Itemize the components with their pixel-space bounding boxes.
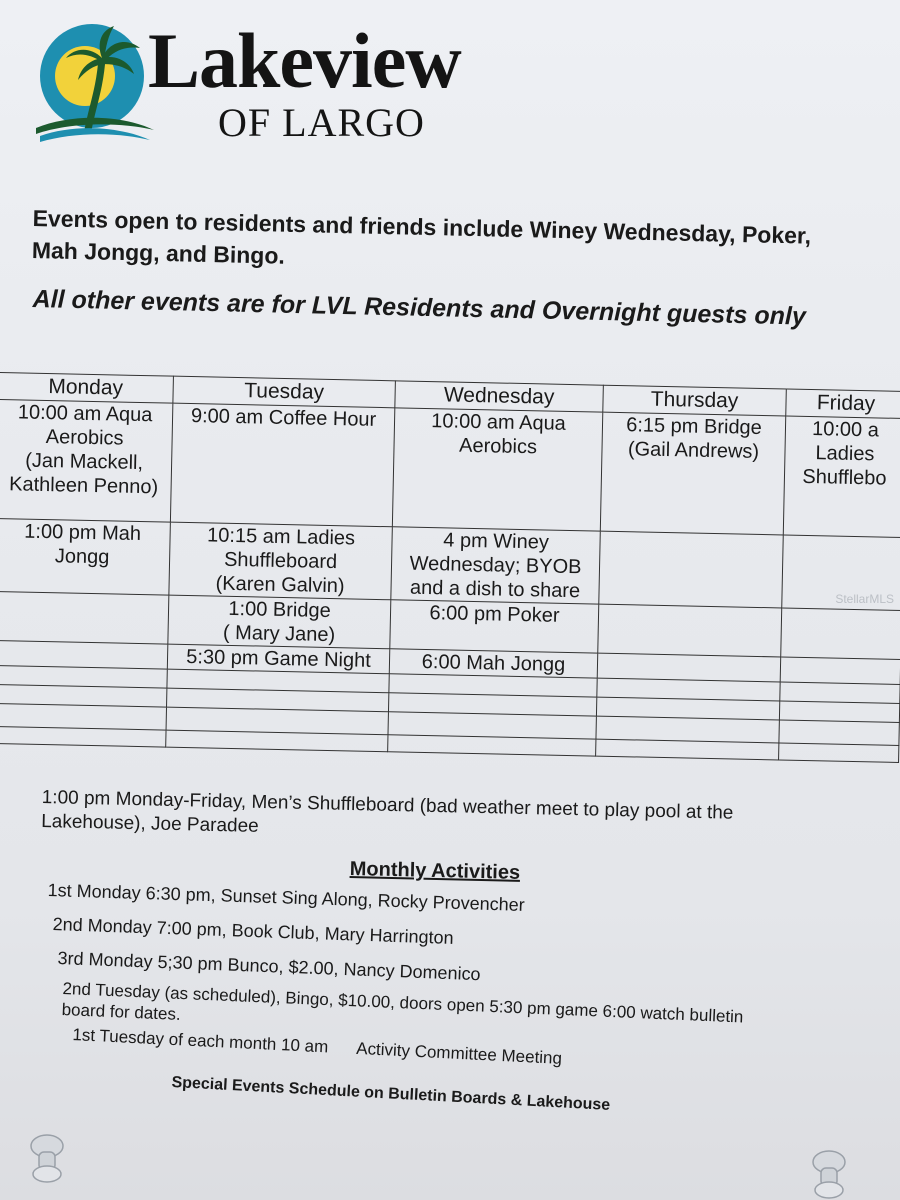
schedule-cell	[779, 743, 899, 763]
day-header-thursday: Thursday	[603, 385, 787, 416]
schedule-cell	[781, 608, 900, 660]
intro-text: Events open to residents and friends include Winey Wednesday, Poker, Mah Jongg, and Bingo.	[31, 204, 812, 269]
schedule-cell: 5:30 pm Game Night	[167, 644, 389, 674]
schedule-cell: 6:15 pm Bridge (Gail Andrews)	[600, 412, 785, 535]
day-header-wednesday: Wednesday	[395, 381, 604, 412]
schedule-cell	[779, 720, 899, 746]
schedule-cell: 6:00 Mah Jongg	[389, 649, 597, 678]
monthly-item: 1st Monday 6:30 pm, Sunset Sing Along, Rocky Provencher	[47, 880, 526, 915]
schedule-cell	[779, 701, 899, 723]
schedule-row	[0, 400, 900, 538]
schedule-cell	[780, 657, 900, 685]
monthly-item: 2nd Tuesday (as scheduled), Bingo, $10.00, doors open 5:30 pm game 6:00 watch bulletin board for dates.	[61, 978, 744, 1027]
schedule-cell	[597, 653, 780, 682]
schedule-cell: 10:15 am Ladies Shuffleboard (Karen Galvin)	[169, 522, 392, 600]
day-header-monday: Monday	[0, 373, 173, 404]
schedule-cell	[0, 703, 167, 730]
schedule-cell	[598, 604, 782, 657]
schedule-cell: 6:00 pm Poker	[390, 600, 599, 653]
schedule-cell: 1:00 pm Mah Jongg	[0, 518, 170, 595]
schedule-cell	[0, 726, 166, 747]
schedule-cell	[388, 735, 596, 756]
schedule-cell: 10:00 am Aqua Aerobics (Jan Mackell, Kathleen Penno)	[0, 400, 173, 523]
brand-name: Lakeview	[148, 17, 461, 104]
schedule-cell	[0, 640, 168, 669]
monthly-activities-heading: Monthly Activities	[349, 858, 521, 884]
schedule-cell: 10:00 am Aqua Aerobics	[392, 408, 602, 531]
push-pin-icon	[806, 1148, 852, 1200]
schedule-cell	[780, 682, 900, 704]
schedule-cell: 1:00 Bridge ( Mary Jane)	[168, 595, 391, 649]
committee-meeting-label: Activity Committee Meeting	[355, 1038, 563, 1068]
committee-meeting-time: 1st Tuesday of each month 10 am	[72, 1024, 329, 1057]
monthly-item: 2nd Monday 7:00 pm, Book Club, Mary Harrington	[52, 914, 454, 948]
day-header-friday: Friday	[786, 389, 900, 419]
schedule-cell: 4 pm Winey Wednesday; BYOB and a dish to share	[391, 527, 600, 604]
palm-tree-sun-logo	[30, 18, 160, 143]
restriction-text: All other events are for LVL Residents and Overnight guests only	[32, 284, 807, 331]
day-header-tuesday: Tuesday	[173, 376, 396, 408]
push-pin-icon	[24, 1132, 70, 1184]
daily-shuffleboard-note: 1:00 pm Monday-Friday, Men’s Shuffleboard (bad weather meet to play pool at the Lakehouse), Joe Paradee	[40, 786, 734, 837]
brand-subname: OF LARGO	[218, 100, 425, 145]
schedule-cell: 10:00 a Ladies Shufflebo	[783, 416, 900, 537]
schedule-cell	[596, 739, 779, 760]
watermark: StellarMLS	[835, 592, 894, 606]
special-events-note: Special Events Schedule on Bulletin Boards & Lakehouse	[171, 1074, 611, 1114]
schedule-cell: 9:00 am Coffee Hour	[170, 403, 394, 527]
schedule-cell	[599, 531, 783, 608]
schedule-cell	[0, 591, 169, 644]
weekly-schedule-table	[0, 372, 900, 763]
monthly-item: 3rd Monday 5;30 pm Bunco, $2.00, Nancy Domenico	[57, 948, 481, 985]
